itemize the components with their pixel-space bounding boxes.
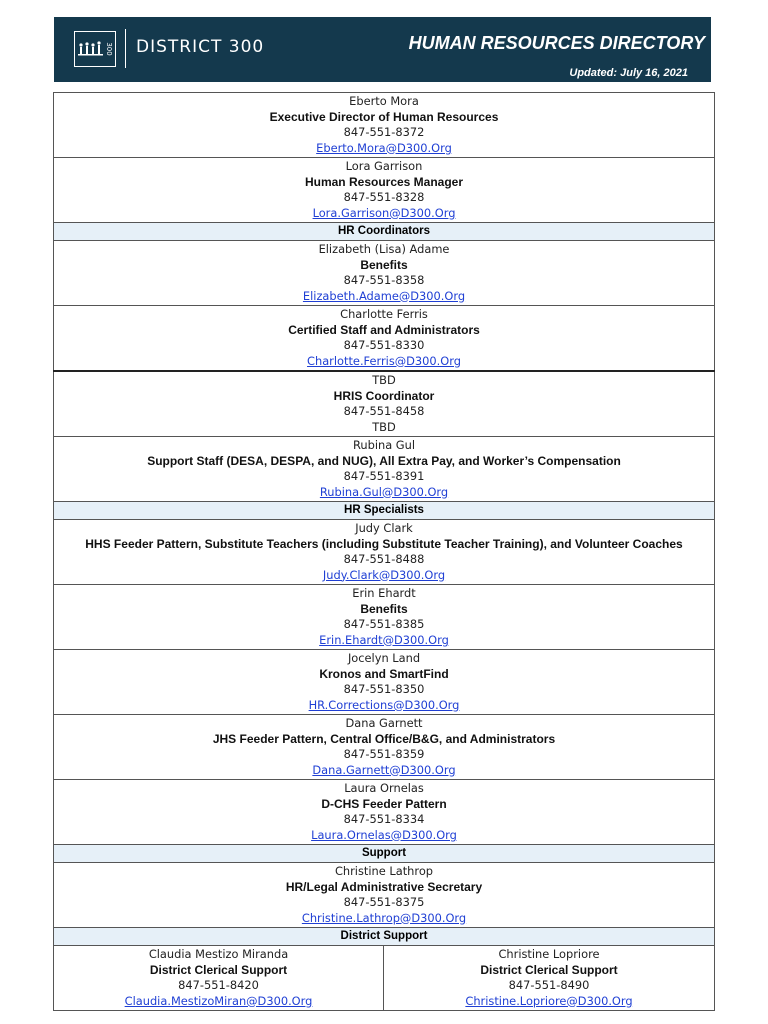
contact-role: HRIS Coordinator <box>333 388 435 403</box>
contact-phone: 847-551-8385 <box>343 617 425 631</box>
contact-phone: 847-551-8359 <box>343 747 425 761</box>
section-row <box>54 502 715 520</box>
contact-email-link[interactable]: Erin.Ehardt@D300.Org <box>319 632 449 647</box>
contact-name: Laura Ornelas <box>344 781 424 795</box>
section-header-coordinators: HR Coordinators <box>54 223 715 241</box>
contact-role: Kronos and SmartFind <box>319 666 449 681</box>
contact-phone: 847-551-8391 <box>343 469 425 483</box>
contact-email-link[interactable]: Rubina.Gul@D300.Org <box>319 484 449 499</box>
contact-email-link[interactable]: Christine.Lopriore@D300.Org <box>465 993 633 1008</box>
contact-email-link[interactable]: Christine.Lathrop@D300.Org <box>301 910 467 925</box>
table-row <box>54 946 715 1011</box>
contact-card <box>54 520 715 585</box>
contact-card <box>54 946 384 1011</box>
section-header-support: Support <box>54 845 715 863</box>
contact-role: Support Staff (DESA, DESPA, and NUG), All Extra Pay, and Worker’s Compensation <box>147 453 621 468</box>
table-row <box>54 780 715 845</box>
contact-email-link[interactable]: Judy.Clark@D300.Org <box>322 567 446 582</box>
table-row <box>54 715 715 780</box>
contact-email-placeholder: TBD <box>372 419 396 434</box>
contact-phone: 847-551-8375 <box>343 895 425 909</box>
district-logo <box>74 31 116 67</box>
section-row <box>54 845 715 863</box>
contact-phone: 847-551-8328 <box>343 190 425 204</box>
contact-name: Erin Ehardt <box>352 586 416 600</box>
contact-name: Rubina Gul <box>352 438 416 452</box>
contact-name: Jocelyn Land <box>347 651 421 665</box>
contact-role: Benefits <box>360 257 408 272</box>
table-row <box>54 520 715 585</box>
contact-phone: 847-551-8490 <box>508 978 590 992</box>
contact-role: HHS Feeder Pattern, Substitute Teachers (including Substitute Teacher Training), and Volunteer Coaches <box>85 536 683 551</box>
table-row <box>54 158 715 223</box>
contact-phone: 847-551-8372 <box>343 125 425 139</box>
contact-phone: 847-551-8458 <box>343 404 425 418</box>
contact-phone: 847-551-8350 <box>343 682 425 696</box>
contact-phone: 847-551-8358 <box>343 273 425 287</box>
contact-card <box>54 306 715 372</box>
table-row <box>54 585 715 650</box>
contact-role: Certified Staff and Administrators <box>288 322 480 337</box>
section-row <box>54 928 715 946</box>
contact-email-link[interactable]: Claudia.MestizoMiran@D300.Org <box>124 993 313 1008</box>
contact-card <box>54 780 715 845</box>
section-header-district-support: District Support <box>54 928 715 946</box>
contact-card <box>384 946 715 1011</box>
contact-card <box>54 437 715 502</box>
contact-email-link[interactable]: HR.Corrections@D300.Org <box>308 697 460 712</box>
family-logo-icon <box>75 32 115 66</box>
contact-email-link[interactable]: Dana.Garnett@D300.Org <box>312 762 456 777</box>
contact-card <box>54 585 715 650</box>
contact-name: Dana Garnett <box>345 716 423 730</box>
contact-name: Elizabeth (Lisa) Adame <box>318 242 450 256</box>
updated-date: Updated: July 16, 2021 <box>569 67 688 79</box>
contact-name: Claudia Mestizo Miranda <box>148 947 289 961</box>
contact-card <box>54 158 715 223</box>
contact-card <box>54 241 715 306</box>
table-row <box>54 241 715 306</box>
contact-email-link[interactable]: Charlotte.Ferris@D300.Org <box>307 353 461 368</box>
page-header <box>54 17 711 82</box>
table-row <box>54 93 715 158</box>
contact-name: Charlotte Ferris <box>340 307 428 321</box>
contact-email-link[interactable]: Eberto.Mora@D300.Org <box>316 140 452 155</box>
section-header-specialists: HR Specialists <box>54 502 715 520</box>
contact-phone: 847-551-8330 <box>343 338 425 352</box>
contact-phone: 847-551-8420 <box>178 978 259 992</box>
contact-card <box>54 650 715 715</box>
contact-card <box>54 715 715 780</box>
contact-name: Eberto Mora <box>349 94 419 108</box>
contact-role: Executive Director of Human Resources <box>269 109 499 124</box>
logo-divider <box>125 29 126 68</box>
contact-role: JHS Feeder Pattern, Central Office/B&G, and Administrators <box>212 731 556 746</box>
contact-role: HR/Legal Administrative Secretary <box>285 879 483 894</box>
contact-role: D-CHS Feeder Pattern <box>321 796 447 811</box>
table-row <box>54 371 715 437</box>
contact-card <box>54 863 715 928</box>
contact-phone: 847-551-8488 <box>343 552 425 566</box>
contact-role: District Clerical Support <box>480 962 618 977</box>
directory-table <box>53 92 715 1011</box>
contact-phone: 847-551-8334 <box>343 812 425 826</box>
section-row <box>54 223 715 241</box>
table-row <box>54 650 715 715</box>
contact-email-link[interactable]: Laura.Ornelas@D300.Org <box>311 827 457 842</box>
contact-email-link[interactable]: Lora.Garrison@D300.Org <box>312 205 456 220</box>
contact-card <box>54 93 715 158</box>
table-row <box>54 306 715 372</box>
contact-card <box>54 371 715 437</box>
contact-name: Judy Clark <box>355 521 413 535</box>
contact-email-link[interactable]: Elizabeth.Adame@D300.Org <box>302 288 466 303</box>
contact-name: Christine Lopriore <box>498 947 600 961</box>
contact-name: Christine Lathrop <box>334 864 434 878</box>
contact-role: Benefits <box>360 601 408 616</box>
table-row <box>54 437 715 502</box>
contact-name: Lora Garrison <box>345 159 423 173</box>
logo-text: 300 <box>105 42 113 56</box>
contact-name: TBD <box>372 373 396 387</box>
contact-role: District Clerical Support <box>149 962 288 977</box>
contact-role: Human Resources Manager <box>304 174 464 189</box>
table-row <box>54 863 715 928</box>
district-name: DISTRICT 300 <box>136 37 265 57</box>
directory-title: HUMAN RESOURCES DIRECTORY <box>408 33 705 53</box>
